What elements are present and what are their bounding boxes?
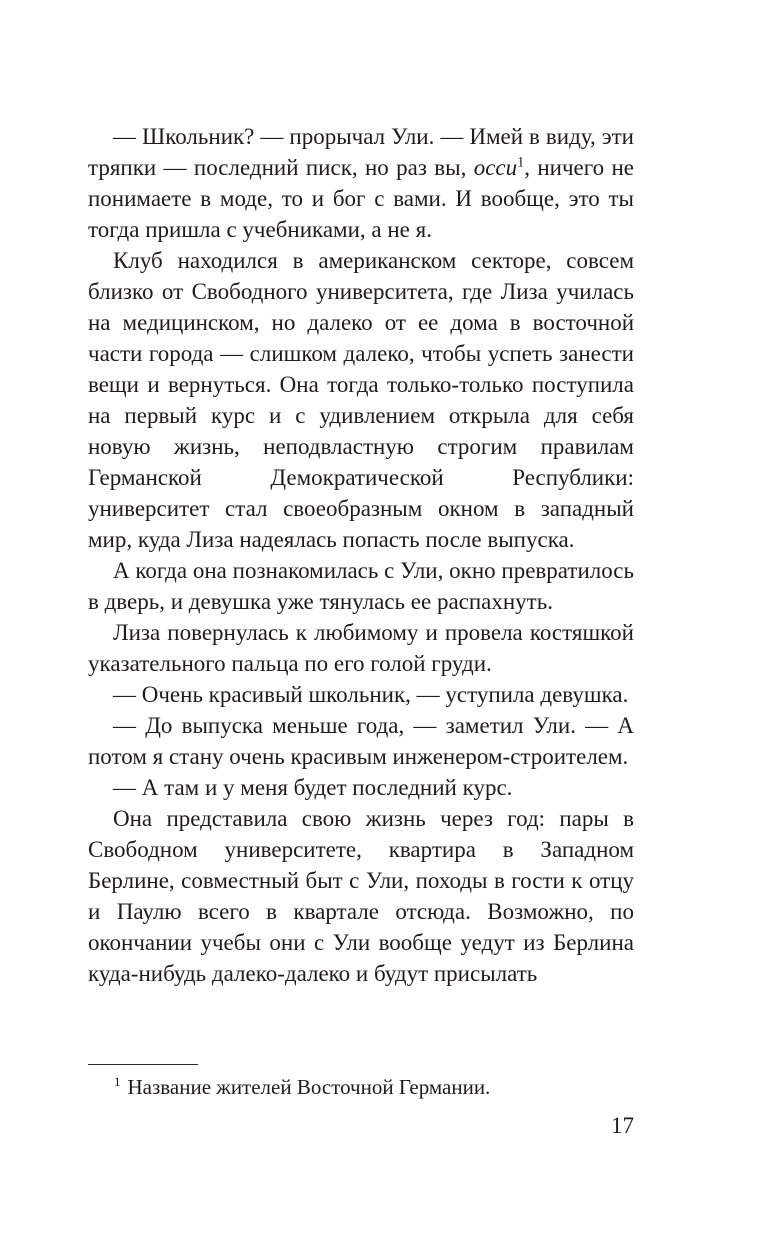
paragraph-7: — А там и у меня будет последний курс. xyxy=(113,775,513,800)
footnote-separator xyxy=(88,1064,198,1065)
paragraph-8: Она представила свою жизнь через год: пары в Свободном университете, квартира в Западном Берлине, совместный быт с Ули, походы в гости к отцу и Паулю всего в квартале отсюда. Возможно, по окончании учебы они с Ули вообще уедут из Берлина куда-нибудь далеко-далеко и будут присылать xyxy=(88,806,634,986)
italic-term: осси xyxy=(473,155,518,180)
footnote-reference: 1 xyxy=(517,154,525,171)
paragraph-1 xyxy=(88,121,634,245)
paragraph-4: Лиза повернулась к любимому и провела костяшкой указательного пальца по его голой груди. xyxy=(88,620,634,676)
footnote-marker: 1 xyxy=(114,1074,121,1089)
paragraph-6: — До выпуска меньше года, — заметил Ули. — А потом я стану очень красивым инженером-строителем. xyxy=(88,713,634,769)
paragraph-1-post: , ничего не понимаете в моде, то и бог с вами. И вообще, это ты тогда пришла с учебниками, а не я. xyxy=(88,155,634,242)
footnote-line xyxy=(88,1074,634,1101)
page-number: 17 xyxy=(611,1113,634,1138)
paragraph-3: А когда она познакомилась с Ули, окно превратилось в дверь, и девушка уже тянулась ее распахнуть. xyxy=(88,558,634,614)
footnote-text: Название жителей Восточной Германии. xyxy=(127,1075,491,1099)
paragraph-2: Клуб находился в американском секторе, совсем близко от Свободного университета, где Лиза училась на медицинском, но далеко от ее дома в восточной части города — слишком далеко, чтобы успеть занести вещи и вернуться. Она тогда только-только поступила на первый курс и с удивлением открыла для себя новую жизнь, неподвластную строгим правилам Германской Демократической Республики: университет стал своеобразным окном в западный мир, куда Лиза надеялась попасть после выпуска. xyxy=(88,248,634,552)
page-text xyxy=(88,121,634,1066)
paragraph-5: — Очень красивый школьник, — уступила девушка. xyxy=(113,682,629,707)
footnote xyxy=(88,1064,634,1101)
paragraph-1-pre: — Школьник? — прорычал Ули. — Имей в виду, эти тряпки — последний писк, но раз вы, xyxy=(88,124,634,180)
